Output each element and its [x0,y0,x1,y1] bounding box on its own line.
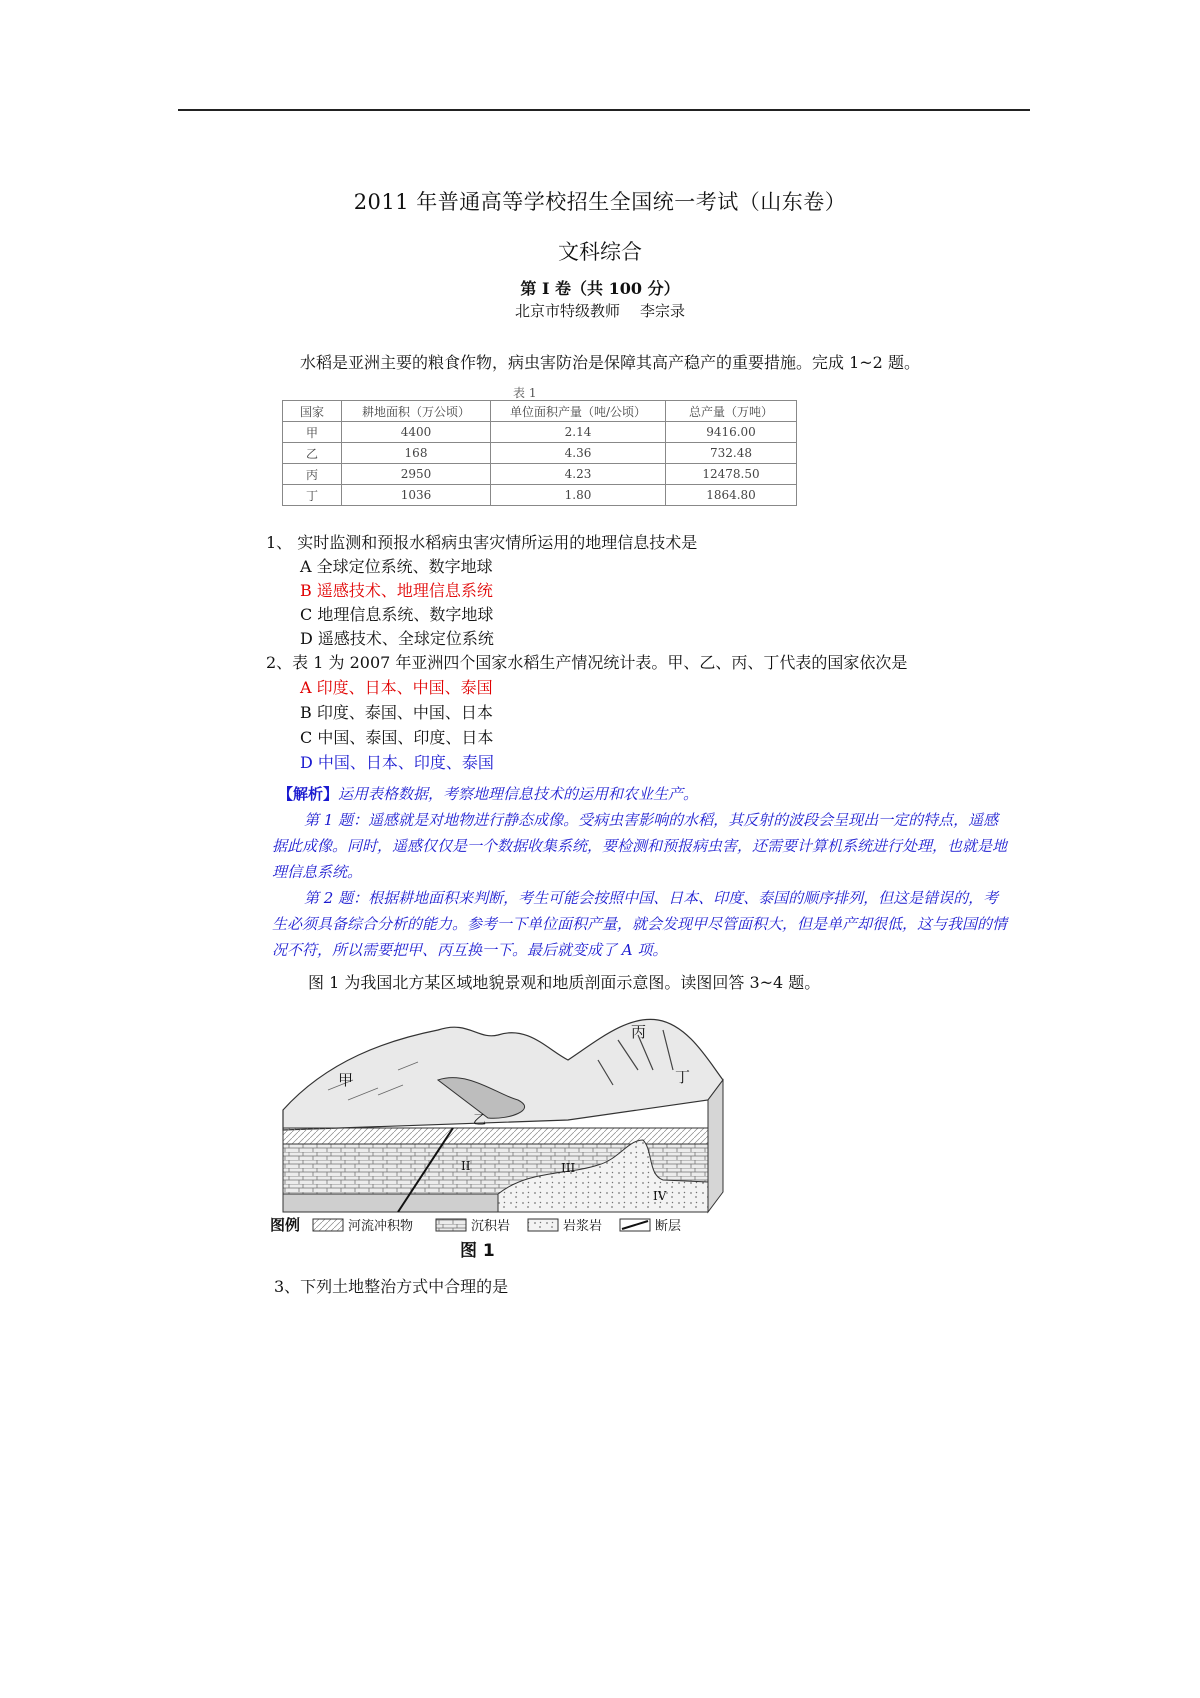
table-row [283,464,797,485]
table-header-row [283,401,797,422]
table-row [283,485,797,506]
legend-swatch-alluvium [313,1219,343,1231]
table-cell: 4.36 [491,443,666,464]
question-1-option-d: D 遥感技术、全球定位系统 [300,629,494,648]
legend-title: 图例 [270,1216,301,1234]
exam-title: 2011 年普通高等学校招生全国统一考试（山东卷） [353,190,847,214]
author-org: 北京市特级教师 [514,302,620,320]
table-row [283,422,797,443]
table-cell: 1864.80 [666,485,797,506]
block-right-side [708,1080,723,1212]
table-cell: 4400 [342,422,491,443]
author-name: 李宗录 [640,302,686,320]
question-2-option-b: B 印度、泰国、中国、日本 [300,703,493,722]
legend-swatch-magmatic [528,1219,558,1231]
table-cell: 1.80 [491,485,666,506]
lower-sediment [283,1194,498,1212]
table-cell: 732.48 [666,443,797,464]
table-cell: 丙 [283,464,342,485]
label-yi: 乙 [473,1113,487,1128]
legend-label: 断层 [655,1219,682,1234]
label-bing: 丙 [631,1023,647,1041]
table-row [283,443,797,464]
header-rule [178,109,1030,111]
question-2-option-d: D 中国、日本、印度、泰国 [300,753,494,772]
table-cell: 9416.00 [666,422,797,443]
question-2-stem: 2、表 1 为 2007 年亚洲四个国家水稻生产情况统计表。甲、乙、丙、丁代表的国家依次是 [266,653,908,672]
legend-swatch-sedimentary [436,1219,466,1231]
question-3-stem: 3、下列土地整治方式中合理的是 [274,1277,509,1296]
table-cell: 丁 [283,485,342,506]
legend-label: 河流冲积物 [348,1219,414,1234]
analysis-head: 【解析】 [278,785,339,803]
table-cell: 甲 [283,422,342,443]
question-intro: 水稻是亚洲主要的粮食作物，病虫害防治是保障其高产稳产的重要措施。完成 1~2 题。 [300,353,920,372]
label-region-3: III [561,1161,576,1175]
analysis-summary: 运用表格数据，考察地理信息技术的运用和农业生产。 [338,785,699,803]
question-2-option-a: A 印度、日本、中国、泰国 [300,678,493,697]
table-header: 耕地面积（万公顷） [342,401,491,422]
exam-part: 第 I 卷（共 100 分） [520,279,680,298]
exam-subject: 文科综合 [558,240,642,264]
figure-intro: 图 1 为我国北方某区域地貌景观和地质剖面示意图。读图回答 3~4 题。 [308,973,821,992]
table-header: 总产量（万吨） [666,401,797,422]
table-header: 国家 [283,401,342,422]
geology-figure [268,1000,768,1262]
question-1-option-a: A 全球定位系统、数字地球 [300,557,493,576]
label-region-2: II [461,1159,471,1173]
author-line [0,300,1200,321]
legend-label: 沉积岩 [471,1219,511,1234]
label-jia: 甲 [338,1071,354,1089]
table-cell: 2.14 [491,422,666,443]
label-region-4: IV [653,1189,667,1203]
question-2-option-c: C 中国、泰国、印度、日本 [300,728,494,747]
label-ding: 丁 [675,1068,691,1086]
table-cell: 168 [342,443,491,464]
analysis-paragraph-2: 第 2 题：根据耕地面积来判断，考生可能会按照中国、日本、印度、泰国的顺序排列，但这是错误的，考生必须具备综合分析的能力。参考一下单位面积产量，就会发现甲尽管面积大，但是单产却很低，这与我国的情况不符，所以需要把甲、丙互换一下。最后就变成了 A 项。 [272,889,1008,959]
question-1-option-b: B 遥感技术、地理信息系统 [300,581,493,600]
analysis-paragraph-1: 第 1 题：遥感就是对地物进行静态成像。受病虫害影响的水稻，其反射的波段会呈现出一定的特点，遥感据此成像。同时，遥感仅仅是一个数据收集系统，要检测和预报病虫害，还需要计算机系统进行处理，也就是地理信息系统。 [272,811,1008,881]
table-cell: 乙 [283,443,342,464]
analysis-block [272,781,1012,963]
legend-label: 岩浆岩 [563,1219,603,1234]
rice-production-table [282,400,797,506]
table-cell: 4.23 [491,464,666,485]
question-1-option-c: C 地理信息系统、数字地球 [300,605,494,624]
table-cell: 12478.50 [666,464,797,485]
table-cell: 1036 [342,485,491,506]
question-1-stem: 1、 实时监测和预报水稻病虫害灾情所运用的地理信息技术是 [266,533,698,552]
figure-caption: 图 1 [460,1241,495,1261]
table-cell: 2950 [342,464,491,485]
table-caption: 表 1 [513,386,537,400]
table-header: 单位面积产量（吨/公顷） [491,401,666,422]
